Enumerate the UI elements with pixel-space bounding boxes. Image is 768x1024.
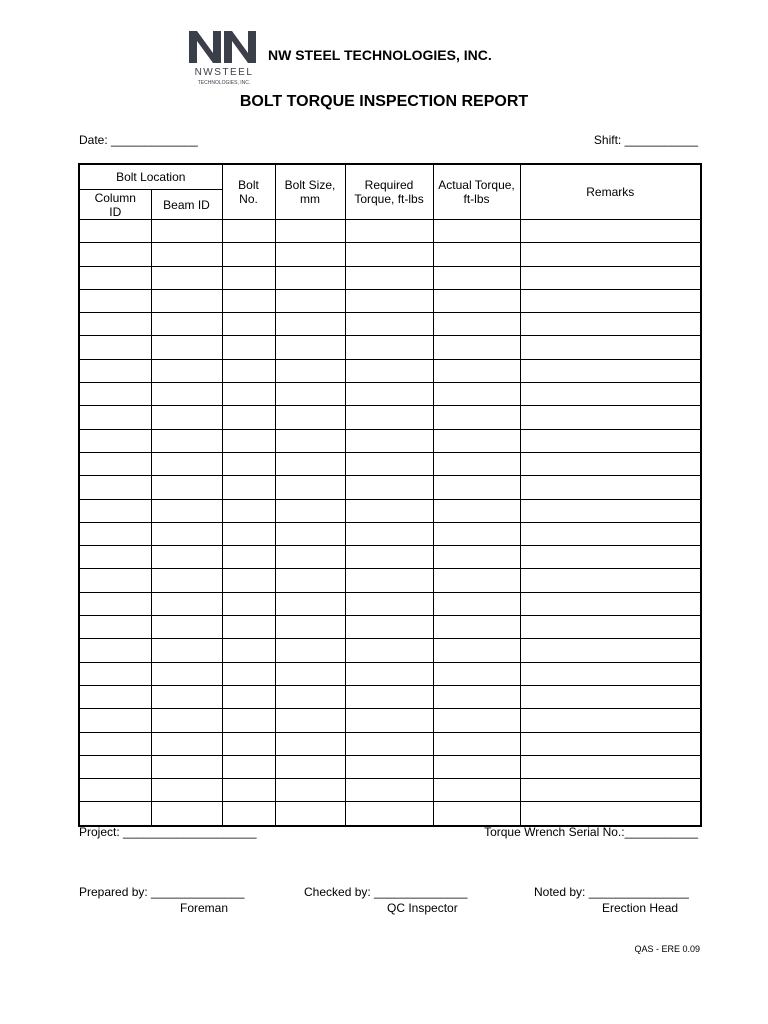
table-row [79, 662, 701, 685]
table-row [79, 313, 701, 336]
table-cell[interactable] [520, 243, 701, 266]
table-row [79, 289, 701, 312]
table-cell[interactable] [520, 685, 701, 708]
table-cell[interactable] [433, 243, 520, 266]
table-cell[interactable] [222, 546, 275, 569]
table-cell[interactable] [345, 476, 433, 499]
table-cell[interactable] [275, 266, 345, 289]
table-cell[interactable] [151, 522, 222, 545]
table-cell[interactable] [79, 359, 151, 382]
table-cell[interactable] [222, 779, 275, 802]
table-cell[interactable] [345, 779, 433, 802]
table-cell[interactable] [345, 313, 433, 336]
table-cell[interactable] [222, 732, 275, 755]
table-cell[interactable] [520, 662, 701, 685]
table-cell[interactable] [222, 709, 275, 732]
table-cell[interactable] [520, 313, 701, 336]
table-cell[interactable] [222, 383, 275, 406]
table-cell[interactable] [275, 522, 345, 545]
project-field[interactable]: Project: ____________________ [79, 825, 257, 839]
table-cell[interactable] [79, 243, 151, 266]
table-cell[interactable] [345, 592, 433, 615]
table-cell[interactable] [345, 406, 433, 429]
table-cell[interactable] [79, 662, 151, 685]
table-cell[interactable] [433, 569, 520, 592]
table-cell[interactable] [275, 709, 345, 732]
table-cell[interactable] [520, 616, 701, 639]
table-cell[interactable] [275, 639, 345, 662]
table-cell[interactable] [79, 452, 151, 475]
table-cell[interactable] [433, 289, 520, 312]
table-cell[interactable] [79, 592, 151, 615]
table-cell[interactable] [222, 802, 275, 826]
prepared-by-field[interactable]: Prepared by: ______________ [79, 885, 245, 899]
table-row [79, 383, 701, 406]
table-cell[interactable] [345, 429, 433, 452]
company-logo [186, 29, 264, 89]
shift-field[interactable]: Shift: ___________ [593, 133, 698, 147]
required-torque-header: Required Torque, ft-lbs [345, 164, 433, 220]
table-row [79, 266, 701, 289]
table-cell[interactable] [345, 546, 433, 569]
table-cell[interactable] [345, 336, 433, 359]
table-cell[interactable] [345, 802, 433, 826]
table-cell[interactable] [151, 779, 222, 802]
table-cell[interactable] [79, 616, 151, 639]
table-cell[interactable] [433, 709, 520, 732]
table-cell[interactable] [79, 802, 151, 826]
table-cell[interactable] [345, 359, 433, 382]
table-cell[interactable] [345, 289, 433, 312]
table-cell[interactable] [222, 755, 275, 778]
table-cell[interactable] [275, 546, 345, 569]
noted-by-role: Erection Head [602, 901, 679, 915]
table-cell[interactable] [79, 476, 151, 499]
table-cell[interactable] [79, 499, 151, 522]
column-id-header: Column ID [79, 190, 151, 220]
table-cell[interactable] [275, 359, 345, 382]
checked-by-role: QC Inspector [387, 901, 458, 915]
table-cell[interactable] [520, 709, 701, 732]
table-cell[interactable] [275, 499, 345, 522]
table-cell[interactable] [151, 406, 222, 429]
table-row [79, 546, 701, 569]
table-cell[interactable] [345, 243, 433, 266]
table-cell[interactable] [79, 289, 151, 312]
table-cell[interactable] [222, 406, 275, 429]
table-row [79, 220, 701, 243]
remarks-header: Remarks [520, 164, 701, 220]
table-row [79, 732, 701, 755]
table-cell[interactable] [79, 220, 151, 243]
table-cell[interactable] [433, 429, 520, 452]
table-row [79, 592, 701, 615]
table-cell[interactable] [275, 289, 345, 312]
table-cell[interactable] [345, 709, 433, 732]
table-cell[interactable] [151, 336, 222, 359]
table-cell[interactable] [345, 662, 433, 685]
table-cell[interactable] [433, 639, 520, 662]
table-cell[interactable] [222, 289, 275, 312]
table-cell[interactable] [433, 662, 520, 685]
table-cell[interactable] [275, 662, 345, 685]
table-cell[interactable] [520, 639, 701, 662]
table-cell[interactable] [275, 383, 345, 406]
table-cell[interactable] [433, 522, 520, 545]
table-row [79, 639, 701, 662]
table-cell[interactable] [433, 592, 520, 615]
table-cell[interactable] [520, 336, 701, 359]
table-cell[interactable] [520, 802, 701, 826]
table-cell[interactable] [345, 452, 433, 475]
table-cell[interactable] [222, 266, 275, 289]
report-title: BOLT TORQUE INSPECTION REPORT [239, 93, 529, 110]
table-cell[interactable] [433, 406, 520, 429]
bolt-no-header: Bolt No. [222, 164, 275, 220]
prepared-by-role: Foreman [180, 901, 229, 915]
table-cell[interactable] [433, 546, 520, 569]
noted-by-field[interactable]: Noted by: _______________ [534, 885, 689, 899]
table-row [79, 429, 701, 452]
table-cell[interactable] [275, 755, 345, 778]
table-cell[interactable] [151, 313, 222, 336]
table-cell[interactable] [79, 336, 151, 359]
table-cell[interactable] [433, 266, 520, 289]
table-cell[interactable] [275, 452, 345, 475]
logo-brand-text: NWSTEEL [194, 67, 254, 78]
table-cell[interactable] [151, 592, 222, 615]
table-cell[interactable] [433, 359, 520, 382]
table-cell[interactable] [222, 452, 275, 475]
table-cell[interactable] [79, 406, 151, 429]
table-cell[interactable] [151, 359, 222, 382]
checked-by-field[interactable]: Checked by: ______________ [304, 885, 468, 899]
table-cell[interactable] [433, 313, 520, 336]
table-row [79, 685, 701, 708]
table-cell[interactable] [345, 499, 433, 522]
table-body [79, 220, 701, 826]
torque-wrench-serial-field[interactable]: Torque Wrench Serial No.:___________ [484, 825, 698, 839]
table-cell[interactable] [275, 569, 345, 592]
table-cell[interactable] [151, 243, 222, 266]
table-cell[interactable] [222, 639, 275, 662]
table-cell[interactable] [433, 499, 520, 522]
table-cell[interactable] [275, 592, 345, 615]
table-cell[interactable] [151, 802, 222, 826]
table-cell[interactable] [79, 732, 151, 755]
table-cell[interactable] [520, 569, 701, 592]
table-row [79, 522, 701, 545]
table-cell[interactable] [433, 732, 520, 755]
table-cell[interactable] [520, 220, 701, 243]
table-row [79, 336, 701, 359]
table-cell[interactable] [275, 802, 345, 826]
table-cell[interactable] [79, 779, 151, 802]
table-cell[interactable] [520, 755, 701, 778]
table-row [79, 802, 701, 826]
table-cell[interactable] [275, 429, 345, 452]
inspection-table [78, 163, 702, 827]
table-cell[interactable] [79, 266, 151, 289]
table-cell[interactable] [520, 406, 701, 429]
table-cell[interactable] [151, 755, 222, 778]
table-cell[interactable] [151, 499, 222, 522]
table-row [79, 359, 701, 382]
logo-sub-text: TECHNOLOGIES, INC. [197, 80, 251, 86]
table-cell[interactable] [520, 429, 701, 452]
table-cell[interactable] [222, 243, 275, 266]
table-cell[interactable] [151, 616, 222, 639]
table-cell[interactable] [79, 429, 151, 452]
table-cell[interactable] [222, 220, 275, 243]
table-cell[interactable] [79, 639, 151, 662]
table-cell[interactable] [433, 336, 520, 359]
table-cell[interactable] [345, 522, 433, 545]
table-cell[interactable] [79, 685, 151, 708]
table-cell[interactable] [433, 685, 520, 708]
form-code: QAS - ERE 0.09 [634, 944, 700, 954]
table-cell[interactable] [151, 220, 222, 243]
table-cell[interactable] [433, 755, 520, 778]
table-cell[interactable] [345, 732, 433, 755]
table-cell[interactable] [79, 383, 151, 406]
table-cell[interactable] [222, 522, 275, 545]
table-cell[interactable] [345, 755, 433, 778]
table-cell[interactable] [151, 429, 222, 452]
table-cell[interactable] [222, 685, 275, 708]
table-cell[interactable] [275, 313, 345, 336]
table-cell[interactable] [151, 383, 222, 406]
table-cell[interactable] [151, 639, 222, 662]
table-cell[interactable] [275, 685, 345, 708]
table-cell[interactable] [151, 662, 222, 685]
table-cell[interactable] [151, 569, 222, 592]
table-cell[interactable] [275, 616, 345, 639]
table-cell[interactable] [151, 732, 222, 755]
table-cell[interactable] [151, 546, 222, 569]
table-cell[interactable] [520, 476, 701, 499]
table-cell[interactable] [520, 452, 701, 475]
table-row [79, 452, 701, 475]
table-cell[interactable] [222, 499, 275, 522]
table-row [79, 755, 701, 778]
table-cell[interactable] [520, 289, 701, 312]
bolt-location-header: Bolt Location [79, 164, 222, 190]
table-cell[interactable] [275, 476, 345, 499]
table-cell[interactable] [222, 569, 275, 592]
table-cell[interactable] [345, 639, 433, 662]
table-cell[interactable] [275, 336, 345, 359]
table-cell[interactable] [520, 546, 701, 569]
table-cell[interactable] [433, 616, 520, 639]
table-row [79, 499, 701, 522]
table-cell[interactable] [79, 546, 151, 569]
table-cell[interactable] [222, 616, 275, 639]
table-cell[interactable] [222, 336, 275, 359]
table-cell[interactable] [222, 662, 275, 685]
table-row [79, 569, 701, 592]
table-cell[interactable] [520, 732, 701, 755]
table-row [79, 243, 701, 266]
table-cell[interactable] [151, 709, 222, 732]
table-cell[interactable] [275, 779, 345, 802]
company-name: NW STEEL TECHNOLOGIES, INC. [268, 47, 492, 63]
table-cell[interactable] [79, 755, 151, 778]
table-row [79, 476, 701, 499]
actual-torque-header: Actual Torque, ft-lbs [433, 164, 520, 220]
table-cell[interactable] [151, 452, 222, 475]
table-row [79, 406, 701, 429]
table-row [79, 616, 701, 639]
table-row [79, 779, 701, 802]
table-cell[interactable] [79, 313, 151, 336]
table-cell[interactable] [275, 220, 345, 243]
table-cell[interactable] [222, 476, 275, 499]
table-cell[interactable] [520, 499, 701, 522]
table-cell[interactable] [433, 383, 520, 406]
table-cell[interactable] [520, 779, 701, 802]
table-cell[interactable] [222, 313, 275, 336]
table-cell[interactable] [520, 359, 701, 382]
table-cell[interactable] [520, 592, 701, 615]
table-row [79, 709, 701, 732]
table-cell[interactable] [275, 406, 345, 429]
table-cell[interactable] [433, 220, 520, 243]
table-cell[interactable] [275, 243, 345, 266]
table-cell[interactable] [79, 709, 151, 732]
table-cell[interactable] [275, 732, 345, 755]
table-cell[interactable] [345, 569, 433, 592]
table-cell[interactable] [345, 220, 433, 243]
table-cell[interactable] [151, 685, 222, 708]
table-cell[interactable] [520, 266, 701, 289]
table-cell[interactable] [345, 383, 433, 406]
table-cell[interactable] [345, 616, 433, 639]
table-cell[interactable] [222, 359, 275, 382]
table-cell[interactable] [151, 476, 222, 499]
table-cell[interactable] [433, 452, 520, 475]
table-cell[interactable] [520, 522, 701, 545]
table-cell[interactable] [433, 802, 520, 826]
beam-id-header: Beam ID [151, 190, 222, 220]
table-cell[interactable] [222, 429, 275, 452]
table-cell[interactable] [345, 685, 433, 708]
table-cell[interactable] [520, 383, 701, 406]
date-field[interactable]: Date: _____________ [79, 133, 198, 147]
table-cell[interactable] [79, 569, 151, 592]
bolt-size-header: Bolt Size, mm [275, 164, 345, 220]
table-cell[interactable] [151, 266, 222, 289]
table-cell[interactable] [222, 592, 275, 615]
table-cell[interactable] [345, 266, 433, 289]
table-cell[interactable] [433, 476, 520, 499]
table-cell[interactable] [433, 779, 520, 802]
table-cell[interactable] [151, 289, 222, 312]
table-cell[interactable] [79, 522, 151, 545]
